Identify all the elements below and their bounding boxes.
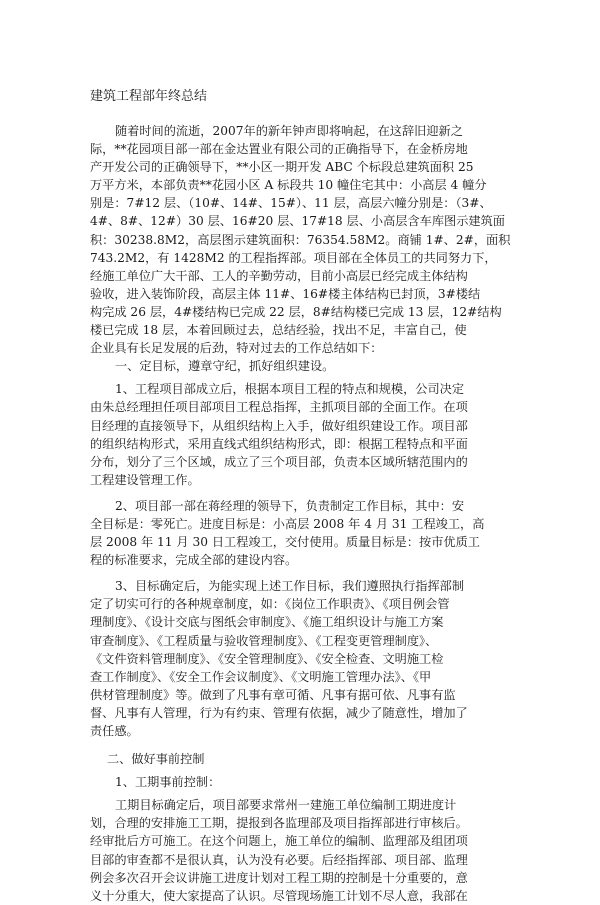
paragraph-line: 3、目标确定后，为能实现上述工作目标，我们遵照执行指挥部制	[115, 579, 465, 594]
paragraph-line: 产开发公司的正确领导下，**小区一期开发 ABC 个标段总建筑面积 25	[90, 160, 474, 175]
paragraph-line: 经审批后方可施工。在这个问题上，施工单位的编制、监理部及组团项	[90, 834, 468, 849]
subsection-heading: 1、工期事前控制：	[115, 775, 221, 790]
paragraph-line: 企业具有长足发展的后劲，特对过去的工作总结如下：	[90, 341, 383, 356]
paragraph-line: 的组织结构形式，采用直线式组织结构形式，即：根据工程特点和平面	[90, 436, 468, 451]
paragraph-line: 1、工程项目部成立后，根据本项目工程的特点和规模，公司决定	[115, 382, 465, 397]
paragraph-line: 工期目标确定后，项目部要求常州一建施工单位编制工期进度计	[115, 798, 457, 813]
paragraph-line: 4#、8#、12#）30 层、16#20 层、17#18 层、小高层含车库图示建筑面	[90, 214, 505, 229]
paragraph-line: 例会多次召开会议讲施工进度计划对工程工期的控制是十分重要的，意	[90, 870, 468, 885]
paragraph-line: 随着时间的流逝，2007年的新年钟声即将响起，在这辞旧迎新之	[115, 124, 463, 138]
paragraph-line: 积：30238.8M2，高层图示建筑面积：76354.58M2。商铺 1#、2#，面积	[90, 232, 511, 247]
paragraph-line: 际，**花园项目部一部在金达置业有限公司的正确指导下，在金桥房地	[90, 142, 468, 157]
section-heading: 一、定目标，遵章守纪，抓好组织建设。	[115, 359, 335, 374]
paragraph-line: 经施工单位广大干部、工人的辛勤劳动，目前小高层已经完成主体结构	[90, 268, 468, 283]
paragraph-line: 全目标是：零死亡。进度目标是：小高层 2008 年 4 月 31 工程竣工，高	[90, 516, 485, 531]
document-title: 建筑工程部年终总结	[90, 89, 208, 104]
paragraph-line: 《文件资料管理制度》、《安全管理制度》、《安全检查、文明施工检	[90, 651, 444, 666]
paragraph-line: 程的标准要求，完成全部的建设内容。	[90, 553, 298, 568]
document-body	[90, 122, 511, 905]
paragraph-line: 督、凡事有人管理，行为有约束、管理有依据，减少了随意性，增加了	[90, 705, 468, 720]
paragraph-line: 划，合理的安排施工工期，提报到各监理部及项目指挥部进行审核后。	[90, 816, 468, 831]
paragraph-line: 查工作制度》、《安全工作会议制度》、《文明施工管理办法》、《甲	[90, 669, 432, 684]
paragraph-line: 理制度》、《设计交底与图纸会审制度》、《施工组织设计与施工方案	[90, 615, 444, 630]
paragraph-line: 责任感。	[90, 724, 139, 738]
paragraph-line: 义十分重大，使大家提高了认识。尽管现场施工计划不尽人意，我部在	[90, 888, 468, 903]
paragraph-line: 工程建设管理工作。	[90, 472, 200, 487]
paragraph-line: 2、项目部一部在蒋经理的领导下，负责制定工作目标，其中：安	[115, 498, 465, 513]
paragraph-line: 万平方米，本部负责**花园小区 A 标段共 10 幢住宅其中：小高层 4 幢分	[90, 178, 487, 193]
paragraph-line: 目经理的直接领导下，从组织结构上入手，做好组织建设工作。项目部	[90, 418, 468, 433]
section-heading: 二、做好事前控制	[107, 752, 205, 767]
paragraph-line: 由朱总经理担任项目部项目工程总指挥，主抓项目部的全面工作。在项	[90, 400, 468, 415]
paragraph-line: 供材管理制度》等。做到了凡事有章可循、凡事有据可依、凡事有监	[90, 687, 456, 702]
paragraph-line: 楼已完成 18 层，本着回顾过去，总结经验，找出不足，丰富自己，使	[90, 323, 467, 338]
paragraph-line: 743.2M2，有 1428M2 的工程指挥部。项目部在全体员工的共同努力下，	[90, 250, 497, 265]
paragraph-line: 定了切实可行的各种规章制度，如：《岗位工作职责》、《项目例会管	[90, 597, 450, 612]
paragraph-line: 别是：7#12 层、（10#、14#、15#）、11 层，高层六幢分别是：（3#、	[90, 196, 492, 211]
paragraph-line: 构完成 26 层，4#楼结构已完成 22 层，8#结构楼已完成 13 层，12#结构	[90, 304, 502, 319]
paragraph-line: 验收，进入装饰阶段，高层主体 11#、16#楼主体结构已封顶，3#楼结	[90, 286, 481, 301]
paragraph-line: 分布，划分了三个区域，成立了三个项目部，负责本区域所辖范围内的	[90, 454, 468, 469]
paragraph-line: 层 2008 年 11 月 30 日工程竣工，交付使用。质量目标是：按市优质工	[90, 535, 480, 550]
paragraph-line: 目部的审查都不是很认真，认为没有必要。后经指挥部、项目部、监理	[90, 852, 468, 867]
paragraph-line: 审查制度》、《工程质量与验收管理制度》、《工程变更管理制度》、	[90, 633, 438, 648]
